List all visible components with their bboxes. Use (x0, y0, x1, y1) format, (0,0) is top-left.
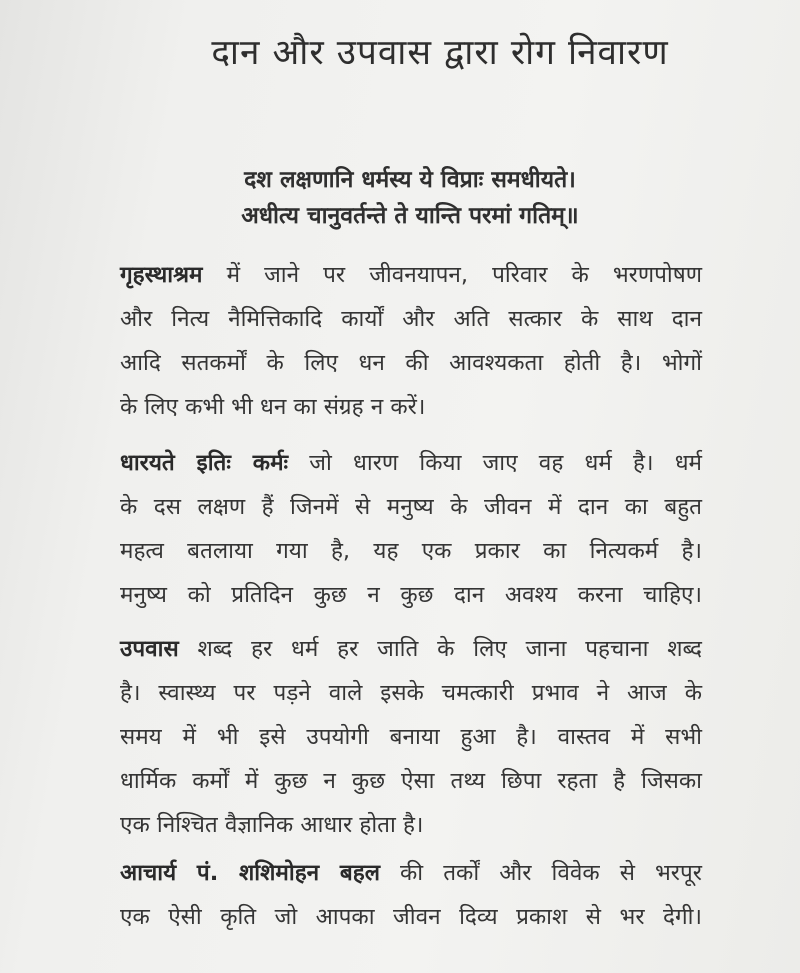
text: शब्द हर धर्म हर जाति के लिए जाना पहचाना शब्द (178, 636, 702, 662)
paragraph-line: मनुष्य को प्रतिदिन कुछ न कुछ दान अवश्य करना चाहिए। (120, 582, 702, 608)
paragraph-line: के दस लक्षण हैं जिनमें से मनुष्य के जीवन में दान का बहुत (120, 494, 702, 520)
paragraph-line: समय में भी इसे उपयोगी बनाया हुआ है। वास्तव में सभी (120, 724, 702, 750)
paragraph-line (120, 856, 702, 887)
paragraph-line: महत्व बतलाया गया है, यह एक प्रकार का नित्यकर्म है। (120, 538, 702, 564)
paragraph-line: के लिए कभी भी धन का संग्रह न करें। (120, 394, 426, 420)
text: की तर्कों और विवेक से भरपूर (379, 860, 702, 886)
text: में जाने पर जीवनयापन, परिवार के भरणपोषण (202, 262, 702, 288)
paragraph-line: धार्मिक कर्मों में कुछ न कुछ ऐसा तथ्य छिपा रहता है जिसका (120, 768, 702, 794)
bold-lead: उपवास (120, 636, 179, 662)
bold-lead: गृहस्थाश्रम (120, 262, 203, 288)
paragraph-line (120, 446, 702, 477)
bold-lead: आचार्य पं. शशिमोहन बहल (120, 860, 380, 886)
paragraph-line: एक ऐसी कृति जो आपका जीवन दिव्य प्रकाश से भर देगी। (120, 904, 702, 930)
bold-lead: धारयते इतिः कर्मः (120, 450, 289, 476)
verse-line-1: दश लक्षणानि धर्मस्य ये विप्राः समधीयते। (244, 167, 576, 193)
paragraph-line (120, 258, 702, 289)
paragraph-line: और नित्य नैमित्तिकादि कार्यों और अति सत्कार के साथ दान (120, 306, 702, 332)
paragraph-line: एक निश्चित वैज्ञानिक आधार होता है। (120, 812, 424, 838)
paragraph-line (120, 632, 702, 663)
paragraph-line: है। स्वास्थ्य पर पड़ने वाले इसके चमत्कारी प्रभाव ने आज के (120, 680, 702, 706)
page-title: दान और उपवास द्वारा रोग निवारण (211, 33, 669, 73)
paragraph-line: आदि सतकर्मों के लिए धन की आवश्यकता होती है। भोगों (120, 350, 702, 376)
verse-line-2: अधीत्य चानुवर्तन्ते ते यान्ति परमां गतिम्॥ (241, 203, 579, 229)
text: जो धारण किया जाए वह धर्म है। धर्म (288, 450, 702, 476)
